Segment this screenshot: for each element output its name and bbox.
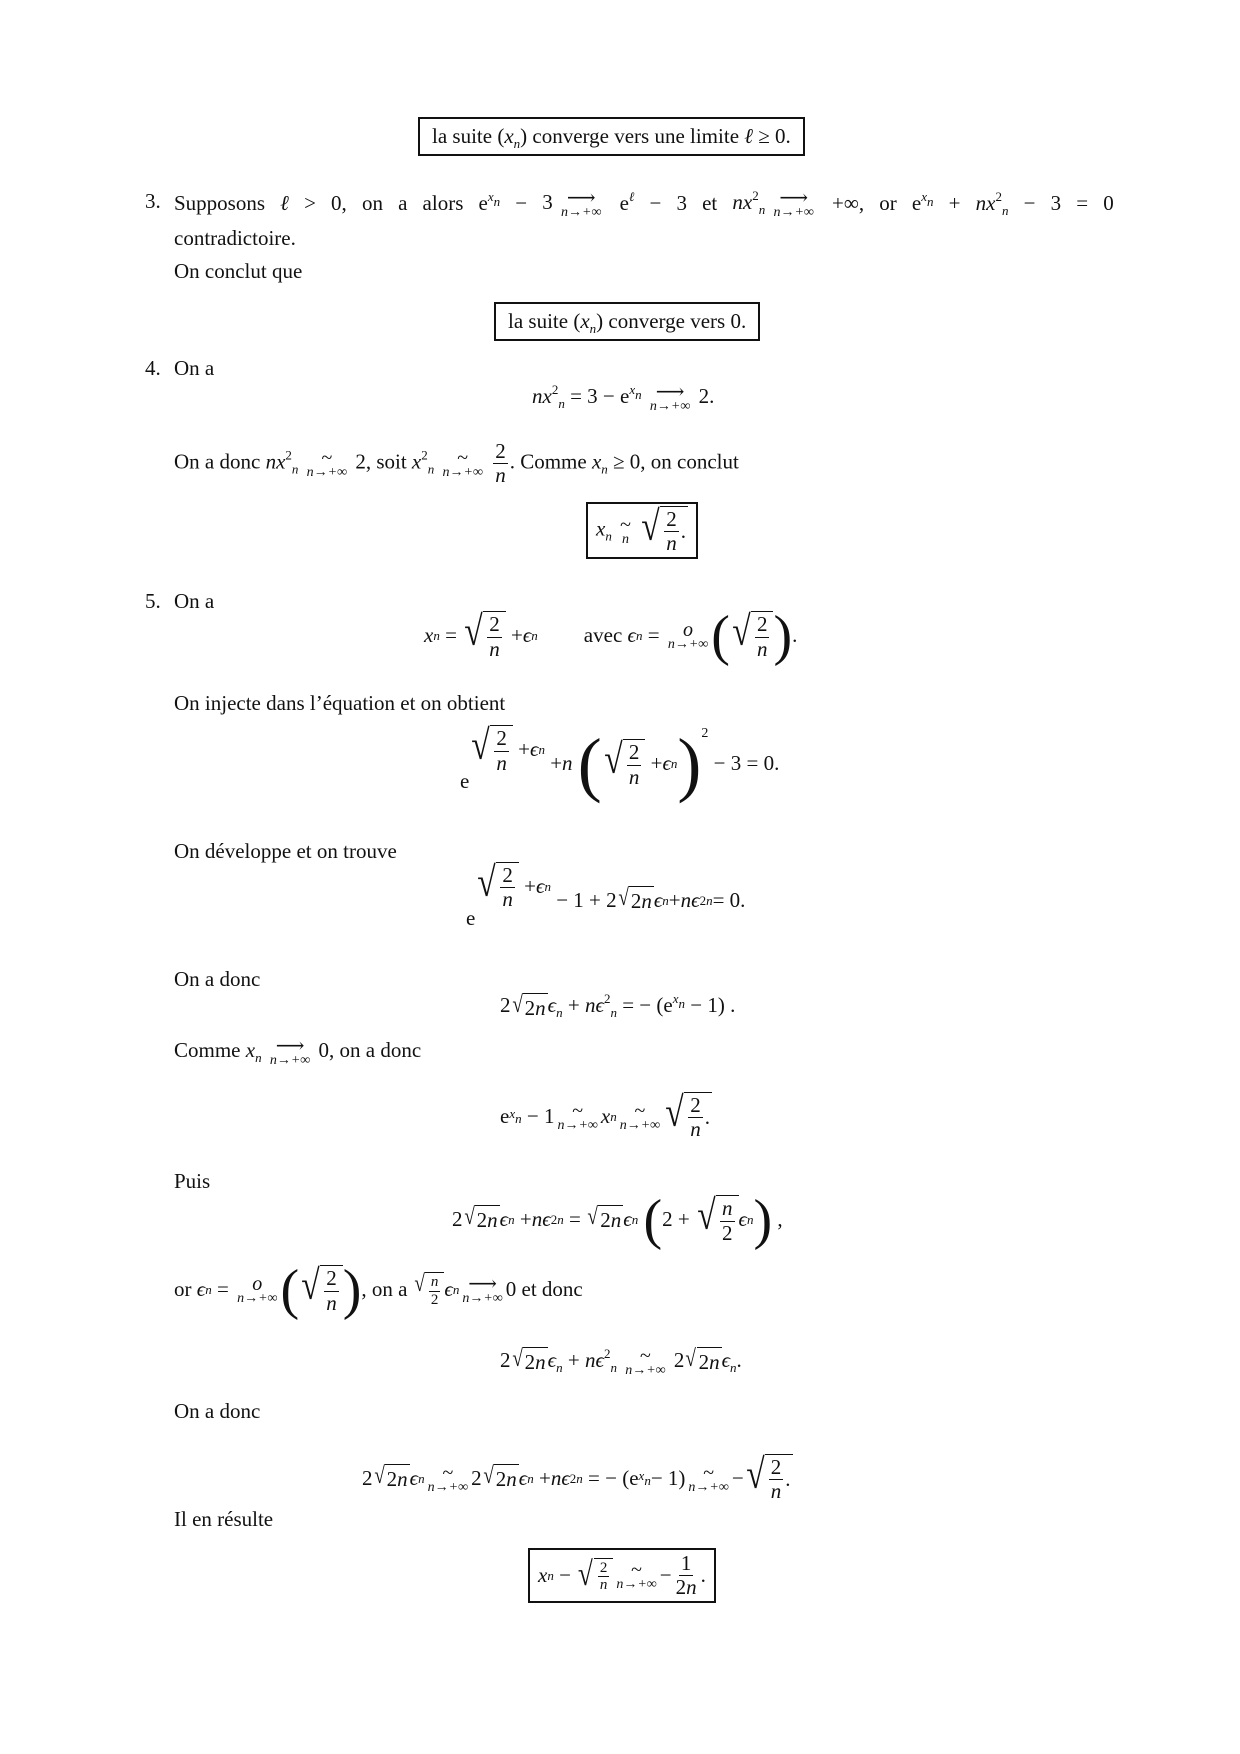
item4-intro: On a [174,356,215,380]
item3-line2: contradictoire. [174,226,296,250]
equation-item5-developed: e √ $\frac{2}{n}$ + ϵ n − 1 + 2 √ 2 n ϵ n + nϵ 2 n = 0. [466,860,746,930]
item-number-3: 3. [145,189,161,213]
equation-item5-exp-equiv: e $x_n$ − 1 ~ n→+∞ x n ~ n→+∞ √ $\frac{2}{n}$ . [500,1090,710,1142]
equation-item5-ansatz: x n = √ $\frac{2}{n}$ + ϵ n avec ϵ n = o n→+∞ ( √ $\frac{2}{n}$ ) . [424,605,798,667]
item4-equivalent-line: On a donc $nx^2_n$ ~ n→+∞ 2, soit $x^2_n$ ~ n→+∞ $\frac{2}{n}$ . Comme $x_n \ge 0$, on conclut [174,439,739,488]
equation-item5-relation: 2 √ 2 n $\epsilon_n + n\epsilon^2_n$ = − $(e^{x_n} - 1)$ . [500,991,736,1020]
item-number-4: 4. [145,356,161,380]
item5-inject: On injecte dans l’équation et on obtient [174,691,506,715]
equation-item5-chain: 2 √ 2 n ϵ n ~ n→+∞ 2 √ 2 n ϵ n + nϵ 2 n = − (e $x_n$ − 1) ~ n→+∞ − √ $\frac{2}{n}$ . [362,1452,791,1504]
item5-resulte: Il en résulte [174,1507,274,1531]
item3-line3: On conclut que [174,259,303,283]
result-box-equivalent: $x_n$ ~ n √ $\frac{2}{n}$ . [586,502,698,559]
equation-item5-injected: e √ $\frac{2}{n}$ + ϵ n + n ( √ $\frac{2}{n}$ + ϵ n ) 2 − 3 = 0. [460,723,780,804]
result-box-zero: la suite $(x_n)$ converge vers 0. [494,302,760,341]
equation-item5-factor: 2 √ 2 n ϵ n + nϵ 2 n = √ 2 n ϵ n ( 2 + √ $\frac{n}{2}$ ϵ n ) , [452,1189,783,1251]
result-box-final: x n − √ $\frac{2}{n}$ ~ n→+∞ − $\frac{1}{2n}$ . [528,1548,716,1603]
result-box-limit: la suite $(x_n)$ converge vers une limite ℓ ≥ 0. [418,117,805,156]
item5-comme-line: Comme $x_n$ ⟶ n→+∞ 0, on a donc [174,1035,422,1068]
item5-puis: Puis [174,1169,211,1193]
item5-donc2: On a donc [174,1399,261,1423]
item3-line1: Supposons ℓ > 0, on a alors $e^{x_n}$ − 3 ⟶ n→+∞ $e^\ell$ − 3 et $nx^2_n$ ⟶ n→+∞ +∞, or $e^{x_n}$ + $nx^2_n$ − 3 = 0 [174,187,1114,220]
item5-donc1: On a donc [174,967,261,991]
item5-intro: On a [174,589,215,613]
equation-item5-equiv2: 2 √ 2 n $\epsilon_n + n\epsilon^2_n$ ~ n→+∞ 2 √ 2 n $\epsilon_n$. [500,1345,742,1378]
item5-or-line: or ϵ n = o n→+∞ ( √ $\frac{2}{n}$ ) , on a √ $\frac{n}{2}$ ϵ n ⟶ n→+∞ 0 et donc [174,1259,583,1321]
item5-develop: On développe et on trouve [174,839,397,863]
item-number-5: 5. [145,589,161,613]
equation-item4: $nx^2_n = 3 - e^{x_n}$ ⟶ n→+∞ 2. [532,381,715,414]
